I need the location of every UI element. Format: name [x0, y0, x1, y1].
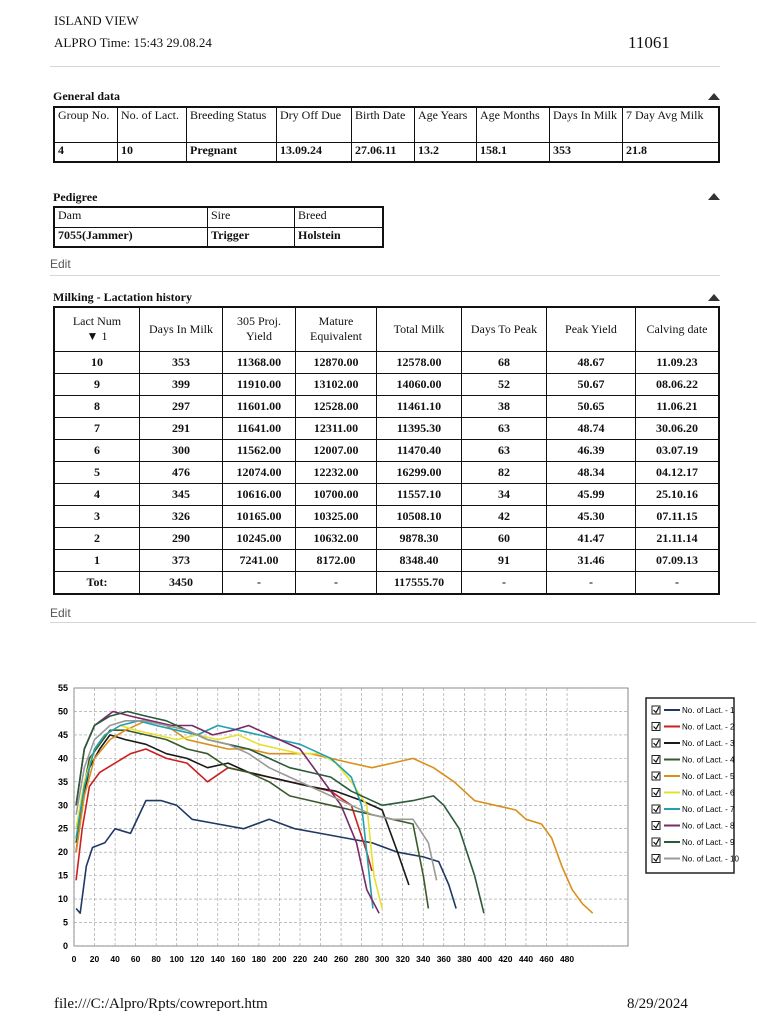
table-cell: 2	[54, 527, 140, 549]
y-tick-label: 40	[57, 753, 68, 764]
table-cell: 10	[54, 351, 140, 373]
general-header: Birth Date	[352, 107, 415, 142]
x-tick-label: 360	[436, 954, 451, 964]
table-cell: 11470.40	[377, 439, 462, 461]
collapse-pedigree-icon[interactable]	[708, 193, 720, 200]
table-cell: 11.09.23	[636, 351, 720, 373]
table-cell: 11.06.21	[636, 395, 720, 417]
total-cell: -	[296, 571, 377, 594]
pedigree-divider	[50, 275, 720, 276]
table-cell: 9	[54, 373, 140, 395]
general-header: Group No.	[54, 107, 118, 142]
total-cell: -	[223, 571, 296, 594]
table-cell: 12074.00	[223, 461, 296, 483]
general-value: 158.1	[477, 142, 550, 162]
general-header: Age Years	[415, 107, 477, 142]
x-tick-label: 200	[272, 954, 287, 964]
table-cell: 21.11.14	[636, 527, 720, 549]
table-cell: 10165.00	[223, 505, 296, 527]
y-tick-label: 15	[57, 870, 68, 881]
table-cell: 50.67	[547, 373, 636, 395]
y-tick-label: 30	[57, 800, 68, 811]
table-cell: 11562.00	[223, 439, 296, 461]
table-cell: 25.10.16	[636, 483, 720, 505]
legend-label: No. of Lact. - 6	[682, 788, 735, 798]
table-row	[54, 505, 719, 527]
table-cell: 10700.00	[296, 483, 377, 505]
column-header-lact-num[interactable]	[54, 307, 140, 351]
table-cell: 7241.00	[223, 549, 296, 571]
table-cell: 8348.40	[377, 549, 462, 571]
table-cell: 11461.10	[377, 395, 462, 417]
x-tick-label: 280	[354, 954, 369, 964]
table-row	[54, 417, 719, 439]
column-header: 305 Proj. Yield	[223, 307, 296, 351]
y-tick-label: 0	[62, 941, 68, 951]
table-cell: 07.11.15	[636, 505, 720, 527]
general-data-title: General data	[53, 89, 120, 103]
table-cell: 373	[140, 549, 223, 571]
table-cell: 63	[462, 439, 547, 461]
table-cell: 13102.00	[296, 373, 377, 395]
general-header: Days In Milk	[550, 107, 623, 142]
x-tick-label: 80	[151, 954, 161, 964]
general-value: 13.2	[415, 142, 477, 162]
table-cell: 6	[54, 439, 140, 461]
table-cell: 3	[54, 505, 140, 527]
table-cell: 326	[140, 505, 223, 527]
table-cell: 60	[462, 527, 547, 549]
x-tick-label: 340	[416, 954, 431, 964]
table-cell: 290	[140, 527, 223, 549]
header-divider	[50, 66, 720, 67]
table-cell: 8	[54, 395, 140, 417]
column-header: Mature Equivalent	[296, 307, 377, 351]
table-cell: 08.06.22	[636, 373, 720, 395]
legend-label: No. of Lact. - 7	[682, 805, 735, 814]
pedigree-value: Holstein	[295, 227, 384, 247]
x-tick-label: 260	[333, 954, 349, 964]
table-cell: 12528.00	[296, 395, 377, 417]
pedigree-value: 7055(Jammer)	[54, 227, 208, 247]
table-cell: 31.46	[547, 549, 636, 571]
table-row	[54, 483, 719, 505]
table-row	[54, 351, 719, 373]
x-tick-label: 300	[375, 954, 390, 964]
general-value: 4	[54, 142, 118, 162]
general-header: Breeding Status	[187, 107, 277, 142]
total-cell: Tot:	[54, 571, 140, 594]
table-cell: 8172.00	[296, 549, 377, 571]
report-id: 11061	[628, 33, 670, 52]
lactation-divider	[50, 622, 756, 623]
table-row	[54, 373, 719, 395]
y-tick-label: 55	[57, 683, 68, 693]
table-cell: 291	[140, 417, 223, 439]
table-row	[54, 439, 719, 461]
table-cell: 12578.00	[377, 351, 462, 373]
sort-order: 1	[101, 329, 108, 344]
table-row	[54, 395, 719, 417]
table-cell: 46.39	[547, 439, 636, 461]
table-cell: 45.30	[547, 505, 636, 527]
table-cell: 48.74	[547, 417, 636, 439]
table-cell: 30.06.20	[636, 417, 720, 439]
x-tick-label: 0	[71, 954, 77, 964]
pedigree-header: Dam	[54, 207, 208, 227]
pedigree-title: Pedigree	[53, 190, 98, 204]
table-cell: 10325.00	[296, 505, 377, 527]
table-cell: 50.65	[547, 395, 636, 417]
table-cell: 63	[462, 417, 547, 439]
table-cell: 12870.00	[296, 351, 377, 373]
table-cell: 476	[140, 461, 223, 483]
lact-num-label: Lact Num	[72, 314, 122, 329]
footer-path: file:///C:/Alpro/Rpts/cowreport.htm	[54, 996, 268, 1012]
legend-label: No. of Lact. - 3	[682, 739, 735, 748]
lactation-edit-link[interactable]: Edit	[50, 606, 71, 620]
legend-label: No. of Lact. - 5	[682, 772, 735, 781]
table-cell: 11395.30	[377, 417, 462, 439]
table-cell: 297	[140, 395, 223, 417]
table-cell: 353	[140, 351, 223, 373]
table-cell: 10616.00	[223, 483, 296, 505]
table-cell: 14060.00	[377, 373, 462, 395]
pedigree-header: Sire	[208, 207, 295, 227]
general-value: 21.8	[623, 142, 720, 162]
table-cell: 45.99	[547, 483, 636, 505]
table-cell: 11910.00	[223, 373, 296, 395]
plot-area	[74, 688, 628, 946]
table-cell: 10508.10	[377, 505, 462, 527]
table-cell: 11368.00	[223, 351, 296, 373]
lactation-curves-chart	[40, 670, 757, 970]
general-value: Pregnant	[187, 142, 277, 162]
table-cell: 10245.00	[223, 527, 296, 549]
table-cell: 12311.00	[296, 417, 377, 439]
table-cell: 04.12.17	[636, 461, 720, 483]
table-cell: 5	[54, 461, 140, 483]
column-header: Peak Yield	[547, 307, 636, 351]
table-cell: 91	[462, 549, 547, 571]
lactation-table	[53, 306, 720, 595]
pedigree-value: Trigger	[208, 227, 295, 247]
column-header: Days In Milk	[140, 307, 223, 351]
general-header: 7 Day Avg Milk	[623, 107, 720, 142]
table-cell: 48.67	[547, 351, 636, 373]
legend-label: No. of Lact. - 2	[682, 722, 735, 732]
x-tick-label: 240	[313, 954, 328, 964]
y-tick-label: 20	[57, 847, 68, 858]
total-cell: -	[547, 571, 636, 594]
lactation-history-title: Milking - Lactation history	[53, 290, 193, 304]
table-cell: 9878.30	[377, 527, 462, 549]
general-value: 13.09.24	[277, 142, 352, 162]
collapse-lactation-icon[interactable]	[708, 294, 720, 301]
total-row	[54, 571, 719, 594]
table-cell: 38	[462, 395, 547, 417]
general-value: 10	[118, 142, 187, 162]
collapse-general-icon[interactable]	[708, 93, 720, 100]
y-tick-label: 45	[57, 729, 68, 740]
table-cell: 399	[140, 373, 223, 395]
table-cell: 41.47	[547, 527, 636, 549]
table-cell: 11557.10	[377, 483, 462, 505]
farm-name: ISLAND VIEW	[54, 13, 139, 28]
table-cell: 48.34	[547, 461, 636, 483]
general-header: No. of Lact.	[118, 107, 187, 142]
pedigree-header: Breed	[295, 207, 384, 227]
pedigree-table	[53, 206, 384, 248]
x-tick-label: 60	[130, 954, 141, 964]
general-header: Dry Off Due	[277, 107, 352, 142]
table-cell: 12007.00	[296, 439, 377, 461]
table-cell: 1	[54, 549, 140, 571]
table-cell: 11601.00	[223, 395, 296, 417]
table-cell: 82	[462, 461, 547, 483]
alpro-time: ALPRO Time: 15:43 29.08.24	[54, 35, 212, 50]
x-tick-label: 120	[190, 954, 205, 964]
total-cell: 117555.70	[377, 571, 462, 594]
table-cell: 68	[462, 351, 547, 373]
legend-label: No. of Lact. - 1	[682, 706, 735, 715]
general-value: 27.06.11	[352, 142, 415, 162]
general-header: Age Months	[477, 107, 550, 142]
column-header: Calving date	[636, 307, 720, 351]
table-cell: 11641.00	[223, 417, 296, 439]
total-cell: 3450	[140, 571, 223, 594]
table-row	[54, 461, 719, 483]
x-tick-label: 40	[110, 954, 120, 964]
table-cell: 34	[462, 483, 547, 505]
general-data-table	[53, 106, 720, 163]
y-tick-label: 5	[62, 917, 68, 928]
x-tick-label: 160	[231, 954, 246, 964]
table-cell: 300	[140, 439, 223, 461]
x-tick-label: 380	[457, 954, 472, 964]
table-cell: 345	[140, 483, 223, 505]
sort-desc-icon[interactable]: ▼	[86, 329, 99, 344]
y-tick-label: 10	[57, 894, 68, 905]
table-cell: 03.07.19	[636, 439, 720, 461]
x-tick-label: 400	[477, 954, 492, 964]
footer-date: 8/29/2024	[627, 996, 688, 1012]
y-tick-label: 35	[57, 776, 68, 787]
table-cell: 12232.00	[296, 461, 377, 483]
x-tick-label: 180	[251, 954, 266, 964]
legend-label: No. of Lact. - 9	[682, 838, 735, 847]
table-row	[54, 527, 719, 549]
legend-label: No. of Lact. - 4	[682, 755, 735, 765]
x-tick-label: 420	[498, 954, 513, 964]
table-row	[54, 549, 719, 571]
x-tick-label: 460	[539, 954, 554, 964]
legend-label: No. of Lact. - 8	[682, 821, 735, 831]
table-cell: 7	[54, 417, 140, 439]
x-tick-label: 100	[169, 954, 184, 964]
column-header: Total Milk	[377, 307, 462, 351]
table-cell: 10632.00	[296, 527, 377, 549]
legend-label: No. of Lact. - 10	[682, 854, 739, 864]
x-tick-label: 220	[292, 954, 308, 964]
x-tick-label: 20	[89, 954, 100, 964]
table-cell: 4	[54, 483, 140, 505]
x-tick-label: 440	[518, 954, 534, 964]
total-cell: -	[636, 571, 720, 594]
table-cell: 42	[462, 505, 547, 527]
y-tick-label: 50	[57, 706, 68, 717]
general-value: 353	[550, 142, 623, 162]
y-tick-label: 25	[57, 823, 68, 834]
x-tick-label: 140	[210, 954, 225, 964]
column-header: Days To Peak	[462, 307, 547, 351]
table-cell: 07.09.13	[636, 549, 720, 571]
x-tick-label: 320	[395, 954, 410, 964]
total-cell: -	[462, 571, 547, 594]
x-tick-label: 480	[559, 954, 575, 964]
pedigree-edit-link[interactable]: Edit	[50, 257, 71, 271]
table-cell: 52	[462, 373, 547, 395]
table-cell: 16299.00	[377, 461, 462, 483]
